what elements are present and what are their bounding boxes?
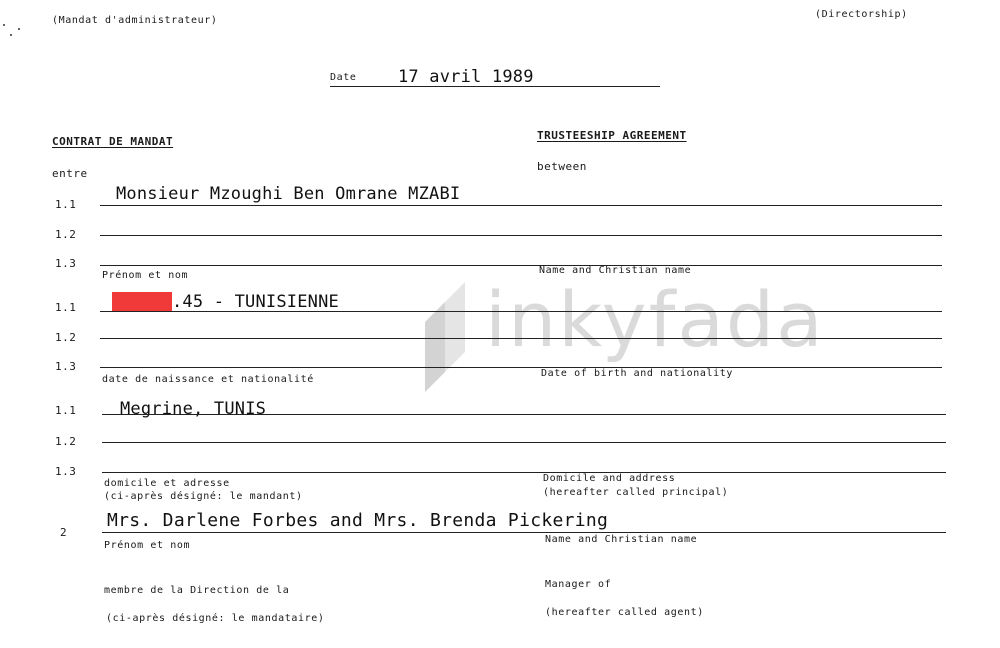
date-label: Date — [330, 72, 357, 83]
form-line — [100, 265, 942, 266]
label-birth-fr: date de naissance et nationalité — [102, 374, 314, 385]
label-domicile-fr-note: (ci-après désigné: le mandant) — [104, 491, 303, 502]
form-line — [100, 338, 942, 339]
label-domicile-en-note: (hereafter called principal) — [543, 487, 729, 498]
label-name-en: Name and Christian name — [539, 265, 692, 276]
section-number: 2 — [60, 526, 68, 539]
member-fr-note: (ci-après désigné: le mandataire) — [106, 613, 325, 624]
label-birth-en: Date of birth and nationality — [541, 368, 733, 379]
title-fr: CONTRAT DE MANDAT — [52, 135, 174, 148]
line-number: 1.3 — [55, 465, 77, 478]
form-line — [100, 235, 942, 236]
principal-name-value: Monsieur Mzoughi Ben Omrane MZABI — [116, 184, 461, 204]
date-value: 17 avril 1989 — [398, 67, 534, 87]
label-agent-fr: Prénom et nom — [104, 540, 191, 551]
scan-speck — [3, 24, 5, 26]
intro-en: between — [537, 160, 587, 173]
line-number: 1.2 — [55, 435, 77, 448]
label-name-fr: Prénom et nom — [102, 270, 189, 281]
line-number: 1.1 — [55, 198, 77, 211]
line-number: 1.3 — [55, 257, 77, 270]
scan-speck — [18, 28, 20, 30]
form-line — [102, 532, 946, 533]
member-fr: membre de la Direction de la — [104, 585, 290, 596]
line-number: 1.3 — [55, 360, 77, 373]
scan-speck — [10, 34, 12, 36]
header-left-caption: (Mandat d'administrateur) — [52, 15, 218, 26]
form-line — [102, 414, 946, 415]
form-line — [102, 472, 946, 473]
agent-name-value: Mrs. Darlene Forbes and Mrs. Brenda Pickering — [107, 510, 609, 531]
member-en: Manager of — [545, 579, 612, 590]
redaction-box — [112, 292, 172, 312]
watermark-text: inkyfada — [485, 275, 825, 364]
label-domicile-fr: domicile et adresse — [104, 478, 230, 489]
domicile-value: Megrine, TUNIS — [120, 399, 267, 419]
birth-value: .45 - TUNISIENNE — [172, 292, 339, 312]
intro-fr: entre — [52, 167, 88, 180]
form-line — [100, 311, 942, 312]
form-line — [100, 367, 942, 368]
inkyfada-logo-icon — [420, 282, 470, 392]
line-number: 1.1 — [55, 404, 77, 417]
label-domicile-en: Domicile and address — [543, 473, 676, 484]
member-en-note: (hereafter called agent) — [545, 607, 704, 618]
form-line — [102, 442, 946, 443]
date-underline — [330, 86, 660, 87]
line-number: 1.2 — [55, 228, 77, 241]
line-number: 1.2 — [55, 331, 77, 344]
title-en: TRUSTEESHIP AGREEMENT — [537, 129, 687, 142]
form-line — [100, 205, 942, 206]
label-agent-en: Name and Christian name — [545, 534, 698, 545]
line-number: 1.1 — [55, 301, 77, 314]
header-right-caption: (Directorship) — [815, 9, 908, 20]
